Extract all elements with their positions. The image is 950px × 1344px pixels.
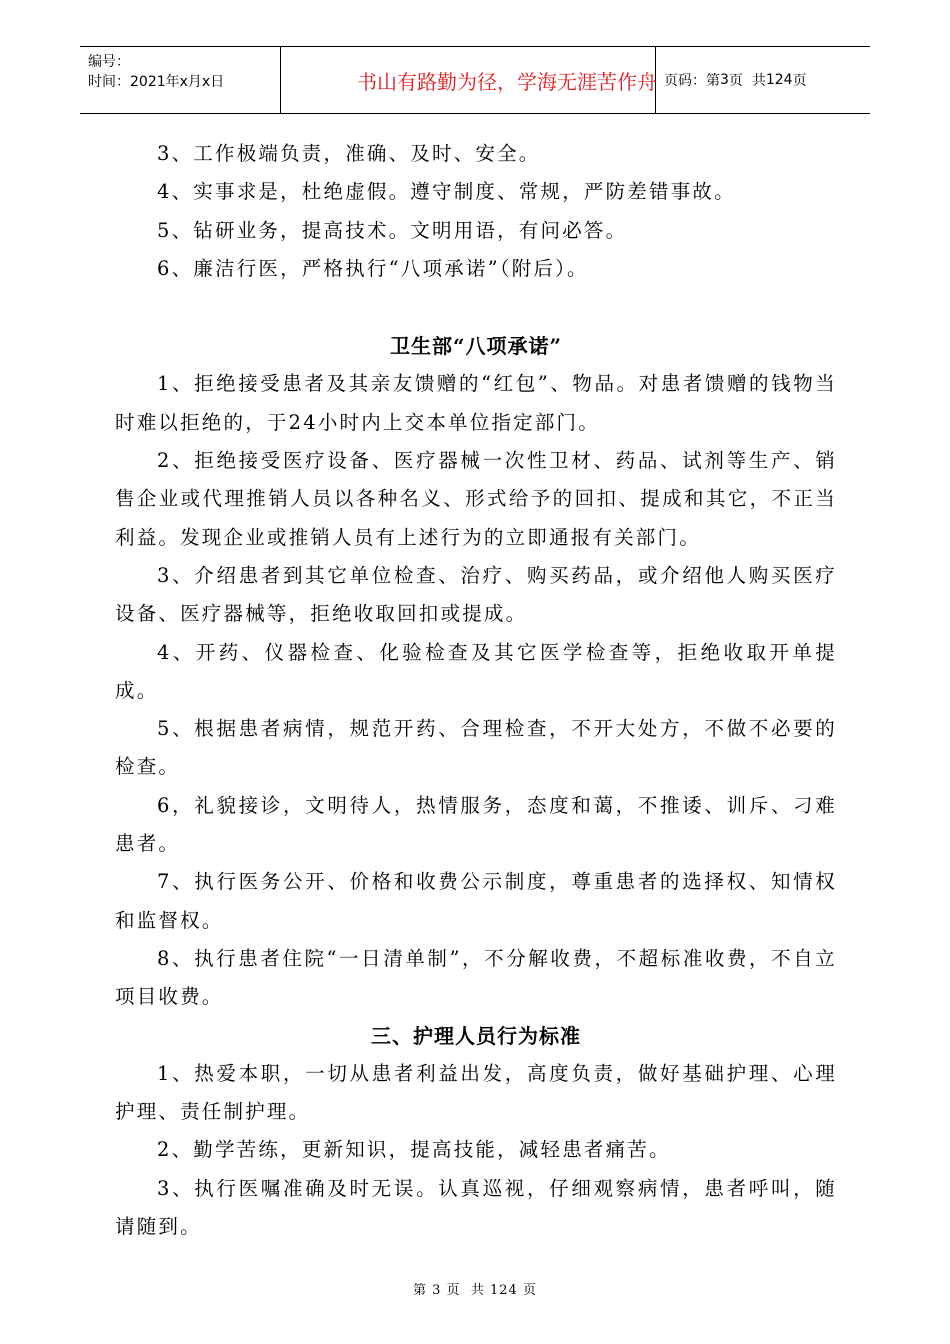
footer-mid: 页 共 <box>446 1283 485 1298</box>
header-page-info <box>664 46 870 114</box>
paragraph: 7、执行医务公开、价格和收费公示制度，尊重患者的选择权、知情权和监督权。 <box>115 870 837 932</box>
footer-suffix: 页 <box>522 1283 537 1298</box>
paragraph: 8、执行患者住院“一日清单制”，不分解收费，不超标准收费，不自立项目收费。 <box>115 946 837 1009</box>
paragraph: 3、执行医嘱准确及时无误。认真巡视，仔细观察病情，患者呼叫，随请随到。 <box>115 1176 837 1239</box>
paragraph: 1、热爱本职，一切从患者利益出发，高度负责，做好基础护理、心理护理、责任制护理。 <box>115 1061 837 1124</box>
paragraph: 6，礼貌接诊，文明待人，热情服务，态度和蔼，不推诿、训斥、刁难患者。 <box>115 793 837 856</box>
page-header <box>80 46 870 114</box>
footer-page-number: 3 <box>432 1283 442 1298</box>
paragraph: 2、拒绝接受医疗设备、医疗器械一次性卫材、药品、试剂等生产、销售企业或代理推销人员以各种名义、形式给予的回扣、提成和其它，不正当利益。发现企业或推销人员有上述行为的立即通报有关部门。 <box>115 449 837 549</box>
doc-number-label: 编号： <box>88 54 130 70</box>
paragraph: 2、勤学苦练，更新知识，提高技能，减轻患者痛苦。 <box>157 1138 671 1162</box>
page-label-mid: 页 共 <box>728 73 766 89</box>
section-heading: 卫生部“八项承诺” <box>389 334 562 359</box>
paragraph: 3、工作极端负责，准确、及时、安全。 <box>157 142 541 165</box>
paragraph: 3、介绍患者到其它单位检查、治疗、购买药品，或介绍他人购买医疗设备、医疗器械等，拒绝收取回扣或提成。 <box>115 563 837 626</box>
footer-total: 124 <box>490 1283 518 1298</box>
header-motto: 书山有路勤为径，学海无涯苦作舟 <box>357 69 657 94</box>
paragraph: 6、廉洁行医，严格执行“八项承诺”（附后）。 <box>157 256 589 280</box>
page-footer <box>0 1279 950 1298</box>
spacer <box>115 288 837 327</box>
paragraph: 4、开药、仪器检查、化验检查及其它医学检查等，拒绝收取开单提成。 <box>115 640 837 702</box>
document-body <box>115 135 837 1246</box>
paragraph: 1、拒绝接受患者及其亲友馈赠的“红包”、物品。对患者馈赠的钱物当时难以拒绝的，于24小时内上交本单位指定部门。 <box>115 372 837 434</box>
paragraph: 5、钻研业务，提高技术。文明用语，有问必答。 <box>157 218 628 242</box>
section-heading: 三、护理人员行为标准 <box>371 1023 581 1048</box>
page-number: 3 <box>720 72 729 88</box>
paragraph: 4、实事求是，杜绝虚假。遵守制度、常规，严防差错事故。 <box>157 180 736 204</box>
paragraph: 5、根据患者病情，规范开药、合理检查，不开大处方，不做不必要的检查。 <box>115 717 837 779</box>
doc-time-label: 时间：2021年x月x日 <box>88 74 225 90</box>
page-label-end: 页 <box>792 73 807 89</box>
header-meta <box>88 52 224 92</box>
footer-prefix: 第 <box>413 1283 428 1298</box>
page-total: 124 <box>765 72 793 88</box>
page-label: 页码：第 <box>664 73 720 89</box>
